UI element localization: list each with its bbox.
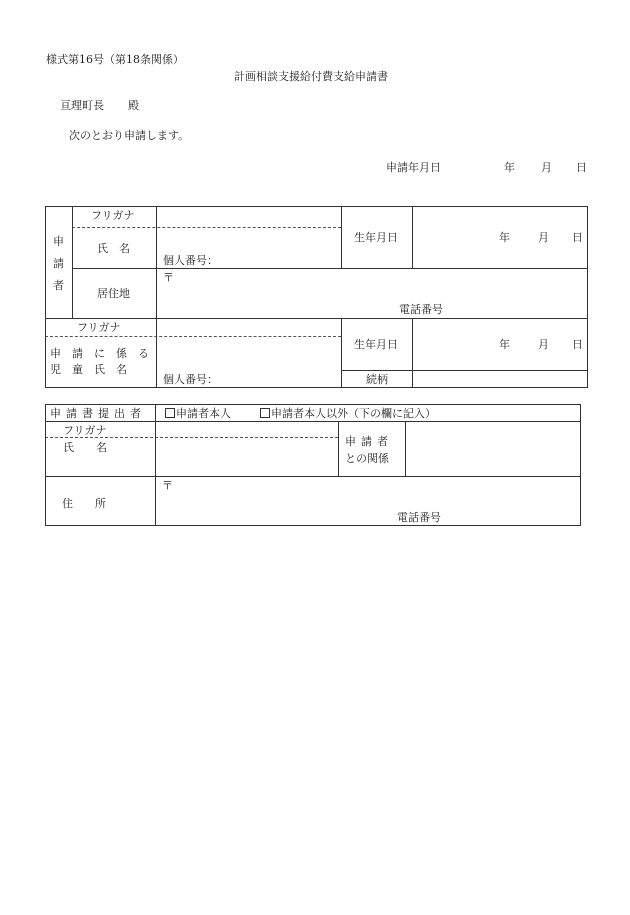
applicant-address-field[interactable] xyxy=(175,271,585,299)
form-title: 計画相談支援給付費支給申請書 xyxy=(234,70,388,83)
submitter-label: 申請書提出者 xyxy=(50,407,146,420)
applicant-postal-mark: 〒 xyxy=(163,271,174,284)
applicant-birth-month: 月 xyxy=(538,231,549,244)
applicant-birth-year: 年 xyxy=(499,231,510,244)
applicant-birth-day: 日 xyxy=(572,231,583,244)
child-label-line2: 児童氏名 xyxy=(50,363,138,376)
child-birth-year: 年 xyxy=(499,338,510,351)
child-furigana-label: フリガナ xyxy=(77,321,121,334)
child-birthdate-label: 生年月日 xyxy=(354,338,398,351)
applicant-name-label: 氏 名 xyxy=(97,242,130,255)
option-self[interactable] xyxy=(165,408,231,419)
submitter-postal-mark: 〒 xyxy=(162,479,173,492)
child-furigana-field[interactable] xyxy=(158,319,340,335)
applicant-personal-number-label: 個人番号： xyxy=(163,254,218,267)
submitter-phone-label: 電話番号 xyxy=(397,511,441,524)
date-day-label: 日 xyxy=(576,161,587,174)
date-year-label: 年 xyxy=(504,161,515,174)
checkbox-other[interactable] xyxy=(260,408,270,418)
applicant-section-char-2: 請 xyxy=(53,257,64,270)
submitter-relation-line1: 申請者 xyxy=(345,435,393,448)
child-birth-day: 日 xyxy=(572,338,583,351)
honorific: 殿 xyxy=(128,99,139,112)
child-relationship-field[interactable] xyxy=(414,372,586,386)
applicant-address-label: 居住地 xyxy=(97,287,130,300)
applicant-furigana-label: フリガナ xyxy=(91,209,135,222)
applicant-birthdate-field[interactable] xyxy=(414,207,494,267)
submitter-furigana-label: フリガナ xyxy=(63,424,107,437)
option-other[interactable] xyxy=(260,408,436,419)
addressee: 亘理町長 xyxy=(60,99,104,112)
form-number: 様式第16号（第18条関係） xyxy=(46,53,184,66)
submitter-name-label: 氏 名 xyxy=(63,441,107,454)
applicant-name-field[interactable] xyxy=(158,229,340,253)
submitter-address-field[interactable] xyxy=(172,478,578,508)
child-name-field[interactable] xyxy=(158,338,340,370)
applicant-section-char-3: 者 xyxy=(53,279,64,292)
submitter-relation-field[interactable] xyxy=(407,422,579,475)
applicant-furigana-field[interactable] xyxy=(158,207,340,226)
child-birth-month: 月 xyxy=(538,338,549,351)
intro-text: 次のとおり申請します。 xyxy=(69,129,190,142)
child-label-line1: 申請に係る xyxy=(50,347,160,360)
submitter-relation-line2: との関係 xyxy=(345,452,389,465)
applicant-phone-label: 電話番号 xyxy=(399,303,443,316)
application-date-label: 申請年月日 xyxy=(386,161,441,174)
child-relationship-label: 続柄 xyxy=(366,373,388,386)
submitter-address-label: 住 所 xyxy=(62,497,106,510)
child-personal-number-label: 個人番号： xyxy=(163,373,218,386)
checkbox-self[interactable] xyxy=(165,408,175,418)
submitter-name-field[interactable] xyxy=(157,439,337,475)
applicant-birthdate-label: 生年月日 xyxy=(354,231,398,244)
submitter-furigana-field[interactable] xyxy=(157,422,337,436)
option-self-label: 申請者本人 xyxy=(176,407,231,420)
option-other-label: 申請者本人以外（下の欄に記入） xyxy=(271,407,436,420)
applicant-section-char-1: 申 xyxy=(53,235,64,248)
date-month-label: 月 xyxy=(541,161,552,174)
